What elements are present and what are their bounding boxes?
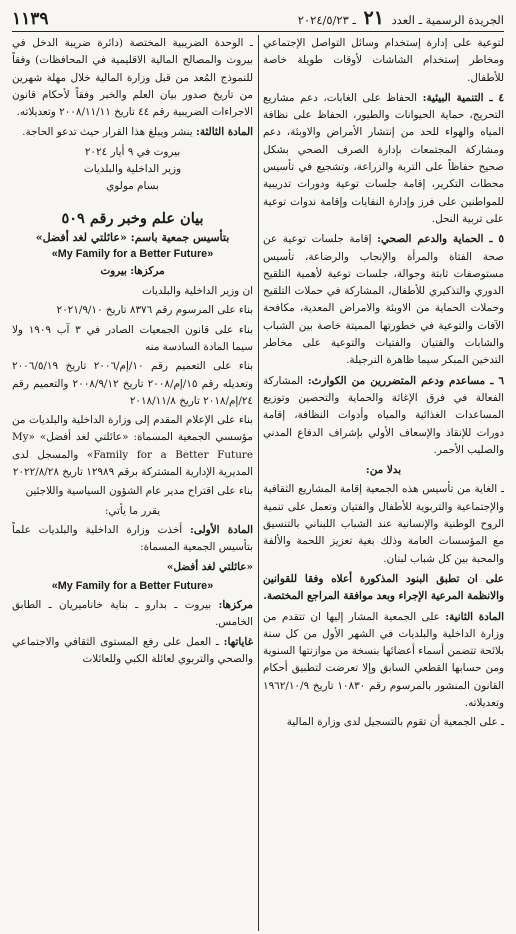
signature-block (12, 144, 253, 195)
basis-5: بناء على اقتراح مدير عام الشؤون السياسية واللاجئين (25, 485, 253, 498)
item-4 (263, 90, 504, 228)
article-2-text: على الجمعية المشار إليها ان تتقدم من وزارة الداخلية والبلديات في الشهر الأول من كل سنة بلائحة تتضمن أسماء أعضائها بنسخة من موازنتها السنوية ومن حسابها القطعي السابق وإلا تعرضت لتطبيق أحكام القانون المنشور بالمرسوم رقم ١٠٨٣٠ تاريخ ١٩٦٢/١٠/٩ وتعديلاته. (263, 610, 504, 709)
instead-of-text: ـ الغاية من تأسيس هذه الجمعية إقامة المشاريع الثقافية والإجتماعية والتربوية للأطفال والفتيان وتعمل على تنمية الروح الوطنية والإنسانية عند الشباب اللبناني بالتنسيق مع المؤسسات العامة وذلك بغية تعزيز اللحمة والألفة والمحبة بين كل شباب لبنان. (263, 483, 504, 565)
article-3-text: ينشر ويبلغ هذا القرار حيث تدعو الحاجة. (22, 126, 193, 139)
notice-latin-name: «My Family for a Better Future» (51, 247, 214, 260)
association-name-en: «My Family for a Better Future» (51, 579, 214, 592)
two-column-body (12, 35, 504, 931)
notice-hq (12, 263, 253, 280)
association-goals-text: ـ العمل على رفع المستوى الثقافي والاجتماعي والصحي والتربوي لعائلة الكبي وللعائلات (12, 635, 253, 666)
publication-title (298, 7, 504, 29)
article-2-title: المادة الثانية: (445, 610, 504, 623)
signature-name: بسام مولوي (106, 179, 159, 192)
item-4-text: الحفاظ على الغابات، دعم مشاريع التحريج، حماية الحيوانات والطيور، الحفاظ على نظافة المياه والهواء للحد من إنتشار الأمراض والاوبئة، دعم ومشاركة المجتمعات بإدارة الصرف الصحي بشكل صحيح حفاظاً على التربة والزراعة، وتشجيع في تأسيس محطات التكرير، إقامة جلسات توعية ودورات تدريبية للمواطنين على فرز وإدارة النفايات وإقامة ندوات توعية على تربية النحل. (263, 91, 504, 225)
association-goals (12, 634, 253, 669)
tail-line: ـ على الجمعية أن تقوم بالتسجيل لدى وزارة المالية (286, 716, 504, 729)
article-3-title: المادة الثالثة: (196, 126, 253, 139)
signature-title: وزير الداخلية والبلديات (83, 162, 182, 175)
item-6-text: المشاركة الفعالة في فرق الإغاثة والحماية والتحصين وتوزيع المساعدات الغذائية والمياه وأدوات النظافة، إقامة دورات للإنقاذ والإسعاف الأولي بإشراف الدفاع المدني والصليب الأحمر. (263, 374, 504, 456)
article-1 (12, 522, 253, 557)
notice-title: بيان علم وخبر رقم ٥٠٩ (61, 209, 204, 227)
publication-name: الجريدة الرسمية ـ العدد (391, 13, 504, 27)
page-number: ١١٣٩ (12, 9, 49, 29)
notice-hq-value: بيروت (100, 264, 127, 277)
right-column (263, 35, 504, 931)
page-header (12, 6, 504, 32)
item-4-title: ٤ ـ التنمية البيئية: (422, 91, 504, 104)
basis-1: بناء على المرسوم رقم ٨٣٧٦ تاريخ ٢٠٢١/٩/١٠ (56, 304, 253, 317)
association-hq (12, 597, 253, 632)
basis-2: بناء على قانون الجمعيات الصادر في ٣ آب ١٩٠٩ ولا سيما المادة السادسة منه (12, 323, 253, 353)
issue-number: ٢١ (363, 7, 384, 29)
provisions-note: على ان تطبق البنود المذكورة أعلاه وفقا للقوانين والانظمة المرعية الإجراء وبعد موافقة المراجع المختصة. (263, 572, 504, 603)
decides-line: يقرر ما يأتي: (104, 504, 161, 517)
article-3 (12, 124, 253, 141)
association-name-ar: «عائلتي لغد أفضل» (166, 560, 253, 573)
notice-hq-label: مركزها: (130, 264, 165, 277)
signature-place-date: بيروت في ٩ أيار ٢٠٢٤ (84, 145, 181, 158)
continuation-paragraph: ـ الوحدة الضريبية المختصة (دائرة ضريبة الدخل في بيروت والمصالح المالية الاقليمية في المحافظات) وفقاً للنموذج المُعد من قبل وزارة المالية خلال مهلة شهرين من تاريخ صدور بيان العلم والخبر وفقاً لأحكام قانون الاجراءات الضريبية رقم ٤٤ تاريخ ٢٠٠٨/١١/١١ وتعديلاته. (12, 37, 253, 119)
basis-4: بناء على الإعلام المقدم إلى وزارة الداخلية والبلديات من مؤسسي الجمعية المسماة: «عائلتي لغد أفضل» «My Family for a Better Future» والمسجل لدى المديرية الإدارية المشتركة برقم ١٢٩٨٩ تاريخ ٢٠٢٢/٨/٢٨ (12, 414, 253, 479)
association-hq-value: بيروت ـ بدارو ـ بناية خاناميريان ـ الطابق الخامس. (12, 599, 253, 629)
article-2 (263, 609, 504, 713)
association-goals-label: غاياتها: (223, 635, 253, 648)
basis-3: بناء على التعميم رقم ١٠/إم/٢٠٠٦ تاريخ ٢٠٠٦/٥/١٩ وتعديله رقم ١٥/إم/٢٠٠٨ تاريخ ٢٠٠٨/٩/١٢ والتعميم رقم ٢٤/إم/٢٠١٨ تاريخ ٢٠١٨/١١/٨ (12, 360, 253, 407)
minister-line: ان وزير الداخلية والبلديات (142, 285, 253, 298)
notice-subject: بتأسيس جمعية باسم: «عائلتي لغد أفضل» (35, 230, 230, 244)
association-hq-label: مركزها: (218, 599, 253, 612)
article-1-title: المادة الأولى: (190, 523, 253, 536)
intro-paragraph: لتوعية على إدارة إستخدام وسائل التواصل الإجتماعي ومخاطر إستخدام الشاشات لأوقات طويلة خاصة للأطفال. (263, 37, 504, 84)
instead-of-label: بدلا من: (365, 464, 402, 477)
left-column (12, 35, 253, 931)
item-6-title: ٦ ـ مساعدم ودعم المتضررين من الكوارث: (307, 374, 504, 387)
item-5 (263, 231, 504, 369)
issue-date: ـ ٢٠٢٤/٥/٢٣ (297, 13, 356, 27)
item-5-title: ٥ ـ الحماية والدعم الصحي: (377, 233, 504, 246)
article-1-text: أخذت وزارة الداخلية والبلديات علماً بتأسيس الجمعية المسماة: (12, 523, 253, 554)
item-5-text: إقامة جلسات توعية عن صحة الفتاة والمرأة والإنجاب والرضاعة، تأسيس مستوصفات ثابتة وجوالة، جلسات توعية لأهمية التلقيح الدوري والتذكيري للأطفال، المشاركة في حملات التلقيح وحملات الحماية من الاوبئة والامراض المعدية، مكافحة الآفات والتوعية في خطورتها المميتة خاصة بين الشباب والشابات والفتيان والفتيات والتوعية على مخاطر التدخين المبكر سيما ظاهرة النرجيلة. (263, 233, 504, 367)
item-6 (263, 373, 504, 459)
